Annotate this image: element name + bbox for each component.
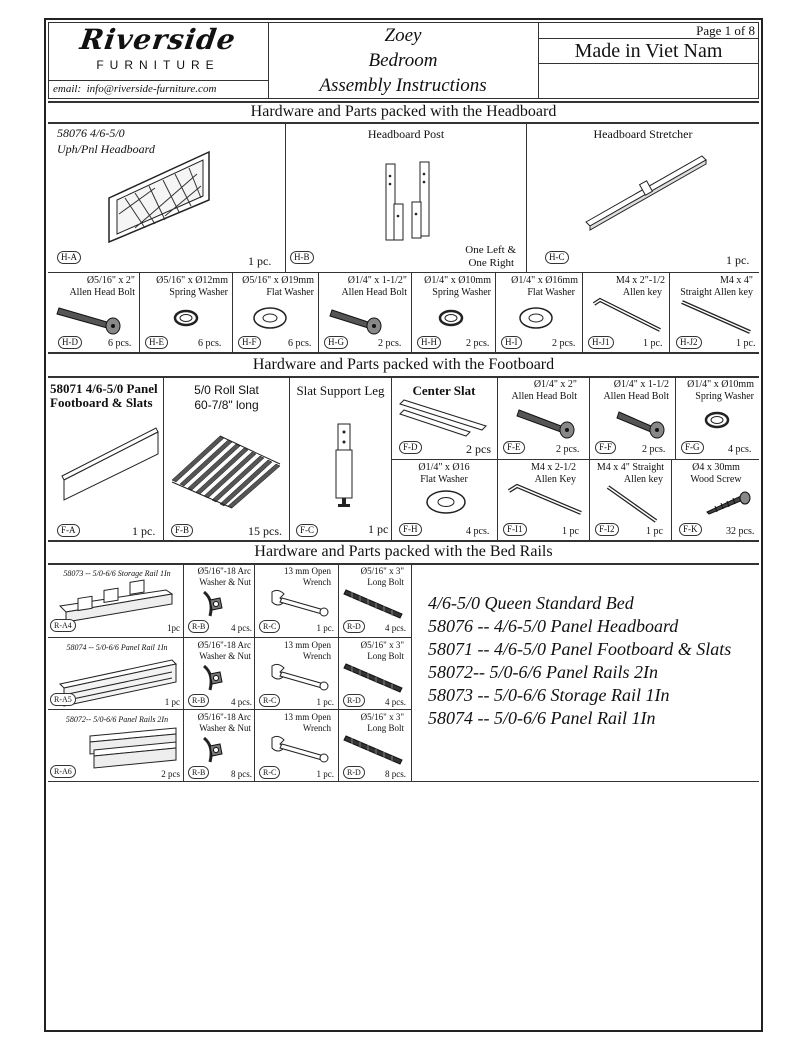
wrench-name: Wrench — [302, 723, 331, 733]
straight-allen-key-illustration — [606, 485, 662, 527]
hw-name: Flat Washer — [420, 474, 468, 485]
email-link[interactable]: info@riverside-furniture.com — [86, 83, 217, 95]
bolt-name: Long Bolt — [367, 577, 404, 587]
allen-key-illustration — [505, 483, 585, 519]
allen-bolt-illustration — [55, 302, 125, 332]
part-code: F-D — [399, 441, 422, 454]
bed-list-line: 58076 -- 4/6-5/0 Panel Headboard — [428, 616, 679, 636]
long-bolt-illustration — [344, 586, 408, 620]
hw-name: Allen Head Bolt — [511, 391, 577, 402]
bolt-code: R-D — [343, 694, 365, 707]
wrench-spec: 13 mm Open — [284, 640, 331, 650]
wrench-spec: 13 mm Open — [284, 566, 331, 576]
wrench-code: R-C — [259, 766, 280, 779]
logo-subtitle: FURNITURE — [96, 58, 220, 72]
hw-name: Flat Washer — [527, 287, 575, 298]
part-code: H-A — [57, 251, 81, 264]
wrench-code: R-C — [259, 694, 280, 707]
rail-code: R-A6 — [50, 765, 76, 778]
bolt-name: Long Bolt — [367, 723, 404, 733]
part-title: Center Slat — [412, 383, 476, 398]
part-qty: 2 pcs — [466, 442, 491, 456]
hw-qty: 6 pcs. — [108, 338, 132, 349]
washer-qty: 8 pcs. — [231, 769, 252, 779]
allen-bolt-illustration — [515, 404, 579, 438]
flat-washer-illustration — [424, 489, 470, 517]
hw-code: H-D — [58, 336, 82, 349]
hw-qty: 2 pcs. — [556, 444, 580, 455]
hw-code: F-I1 — [503, 523, 527, 536]
brand-logo — [50, 24, 266, 72]
hw-code: H-E — [145, 336, 168, 349]
hw-qty: 1 pc. — [736, 338, 756, 349]
flat-washer-illustration — [252, 306, 292, 332]
hw-spec: M4 x 2-1/2 — [531, 462, 576, 473]
straight-allen-key-illustration — [680, 300, 756, 336]
title-line-1: Zoey — [384, 25, 422, 46]
arc-washer-nut-illustration — [200, 664, 226, 694]
hw-qty: 6 pcs. — [288, 338, 312, 349]
support-leg-illustration — [330, 422, 360, 508]
email-line — [53, 83, 267, 96]
hw-spec: Ø5/16" x Ø19mm — [242, 275, 314, 286]
hw-spec: Ø1/4" x Ø10mm — [687, 379, 754, 390]
part-subtitle: 60-7/8" long — [194, 398, 259, 412]
hw-name: Spring Washer — [432, 287, 491, 298]
bed-list-line: 4/6-5/0 Queen Standard Bed — [428, 593, 634, 613]
bed-list-line: 58073 -- 5/0-6/6 Storage Rail 1In — [428, 685, 670, 705]
long-bolt-illustration — [344, 732, 408, 766]
part-qty: 1 pc. — [248, 254, 272, 268]
wrench-code: R-C — [259, 620, 280, 633]
footboard-illustration — [58, 424, 162, 504]
hw-name: Allen Head Bolt — [341, 287, 407, 298]
spring-washer-illustration — [172, 308, 202, 330]
hw-name: Allen Head Bolt — [69, 287, 135, 298]
bolt-qty: 4 pcs. — [385, 697, 406, 707]
hw-code: F-I2 — [595, 523, 619, 536]
part-code: F-B — [171, 524, 193, 537]
hw-qty: 1 pc. — [643, 338, 663, 349]
wrench-spec: 13 mm Open — [284, 712, 331, 722]
headboard-post-illustration — [378, 160, 438, 245]
washer-code: R-B — [188, 766, 209, 779]
hw-code: F-H — [399, 523, 422, 536]
hw-name: Spring Washer — [169, 287, 228, 298]
part-title: 58076 4/6-5/0 — [57, 126, 125, 140]
part-code: H-B — [290, 251, 314, 264]
hw-qty: 2 pcs. — [552, 338, 576, 349]
hw-spec: Ø1/4" x 2" — [533, 379, 577, 390]
origin-label: Made in Viet Nam — [574, 40, 723, 62]
section-heading-rails: Hardware and Parts packed with the Bed Rails — [254, 543, 553, 560]
roll-slat-illustration — [168, 432, 284, 510]
hw-code: F-F — [595, 441, 616, 454]
open-wrench-illustration — [268, 734, 332, 764]
rail-title: 58073 -- 5/0-6/6 Storage Rail 1In — [63, 569, 171, 578]
hw-name: Allen key — [623, 474, 663, 485]
part-title: Headboard Post — [367, 127, 445, 141]
bolt-name: Long Bolt — [367, 651, 404, 661]
hw-qty: 32 pcs. — [726, 526, 755, 537]
hw-spec: Ø1/4" x Ø16mm — [511, 275, 578, 286]
hw-qty: 4 pcs. — [728, 444, 752, 455]
hw-spec: Ø4 x 30mm — [692, 462, 740, 473]
rail-qty: 2 pcs — [161, 769, 180, 779]
section-heading-footboard: Hardware and Parts packed with the Footboard — [252, 356, 555, 373]
wood-screw-illustration — [705, 490, 755, 518]
allen-key-illustration — [590, 298, 664, 334]
hw-qty: 6 pcs. — [198, 338, 222, 349]
bolt-spec: Ø5/16" x 3" — [360, 640, 404, 650]
hw-name: Allen Head Bolt — [603, 391, 669, 402]
hw-name: Straight Allen key — [680, 287, 753, 298]
washer-qty: 4 pcs. — [231, 623, 252, 633]
hw-code: H-F — [238, 336, 261, 349]
section-heading-headboard: Hardware and Parts packed with the Headboard — [250, 103, 557, 120]
arc-washer-nut-illustration — [200, 590, 226, 620]
hw-qty: 4 pcs. — [466, 526, 490, 537]
center-slat-illustration — [398, 398, 490, 438]
part-subtitle: Uph/Pnl Headboard — [57, 142, 155, 156]
washer-name: Washer & Nut — [199, 723, 251, 733]
long-bolt-illustration — [344, 660, 408, 694]
part-qty: 15 pcs. — [248, 524, 282, 538]
washer-spec: Ø5/16"-18 Arc — [197, 640, 251, 650]
part-title: Headboard Stretcher — [593, 127, 693, 141]
bed-model-list — [428, 592, 758, 730]
page-number: Page 1 of 8 — [696, 23, 755, 38]
logo-word: Riverside — [77, 23, 239, 56]
wrench-qty: 1 pc. — [316, 623, 334, 633]
part-title: 58071 4/6-5/0 Panel — [50, 381, 158, 396]
flat-washer-illustration — [518, 306, 558, 332]
headboard-stretcher-illustration — [582, 150, 712, 235]
hw-qty: 2 pcs. — [466, 338, 490, 349]
hw-spec: Ø5/16" x Ø12mm — [156, 275, 228, 286]
spring-washer-illustration — [703, 410, 733, 432]
washer-code: R-B — [188, 694, 209, 707]
bolt-code: R-D — [343, 766, 365, 779]
wrench-qty: 1 pc. — [316, 697, 334, 707]
washer-spec: Ø5/16"-18 Arc — [197, 566, 251, 576]
bolt-qty: 4 pcs. — [385, 623, 406, 633]
hw-spec: Ø1/4" x Ø16 — [418, 462, 470, 473]
hw-spec: Ø1/4" x Ø10mm — [424, 275, 491, 286]
hw-code: H-G — [324, 336, 348, 349]
hw-qty: 1 pc — [646, 526, 663, 537]
part-qty-line-1: One Left & — [465, 244, 516, 256]
rail-qty: 1 pc — [164, 697, 180, 707]
open-wrench-illustration — [268, 588, 332, 618]
hw-name: Flat Washer — [266, 287, 314, 298]
hw-code: F-G — [681, 441, 704, 454]
hw-name: Spring Washer — [695, 391, 754, 402]
wrench-name: Wrench — [302, 651, 331, 661]
part-qty: 1 pc. — [132, 524, 156, 538]
title-line-3: Assembly Instructions — [319, 75, 487, 96]
wrench-qty: 1 pc. — [316, 769, 334, 779]
arc-washer-nut-illustration — [200, 736, 226, 766]
hw-code: H-J1 — [588, 336, 614, 349]
hw-spec: M4 x 2"-1/2 — [615, 275, 665, 286]
hw-code: H-H — [417, 336, 441, 349]
spring-washer-illustration — [437, 308, 467, 330]
part-subtitle: Footboard & Slats — [50, 395, 153, 410]
hw-qty: 2 pcs. — [378, 338, 402, 349]
allen-bolt-short-illustration — [328, 304, 388, 334]
wrench-name: Wrench — [302, 577, 331, 587]
hw-name: Allen Key — [534, 474, 576, 485]
document-title — [269, 23, 537, 98]
hw-name: Wood Screw — [690, 474, 742, 485]
hw-code: H-I — [501, 336, 522, 349]
bolt-spec: Ø5/16" x 3" — [360, 712, 404, 722]
hw-spec: M4 x 4" Straight — [596, 462, 664, 473]
open-wrench-illustration — [268, 662, 332, 692]
bed-list-line: 58071 -- 4/6-5/0 Panel Footboard & Slats — [428, 639, 732, 659]
part-code: F-A — [57, 524, 80, 537]
rail-code: R-A4 — [50, 619, 76, 632]
rail-qty: 1pc — [167, 623, 180, 633]
title-line-2: Bedroom — [368, 50, 438, 71]
bolt-qty: 8 pcs. — [385, 769, 406, 779]
hw-qty: 2 pcs. — [642, 444, 666, 455]
bolt-code: R-D — [343, 620, 365, 633]
part-qty: 1 pc. — [726, 253, 750, 267]
hw-spec: Ø1/4" x 1-1/2 — [613, 379, 669, 390]
washer-name: Washer & Nut — [199, 651, 251, 661]
part-title: Slat Support Leg — [296, 383, 385, 398]
part-qty-line-2: One Right — [468, 257, 514, 269]
washer-qty: 4 pcs. — [231, 697, 252, 707]
part-title: 5/0 Roll Slat — [194, 383, 259, 397]
hw-spec: M4 x 4" — [720, 275, 753, 286]
bed-list-line: 58074 -- 5/0-6/6 Panel Rail 1In — [428, 708, 656, 728]
email-label: email: — [53, 83, 82, 95]
hw-code: F-K — [679, 523, 702, 536]
bed-list-line: 58072-- 5/0-6/6 Panel Rails 2In — [428, 662, 658, 682]
rail-title: 58072-- 5/0-6/6 Panel Rails 2In — [65, 715, 169, 724]
part-code: F-C — [296, 524, 318, 537]
rail-code: R-A5 — [50, 693, 76, 706]
washer-spec: Ø5/16"-18 Arc — [197, 712, 251, 722]
hw-code: H-J2 — [676, 336, 702, 349]
part-qty: 1 pc — [368, 522, 389, 536]
hw-spec: Ø5/16" x 2" — [86, 275, 135, 286]
bolt-spec: Ø5/16" x 3" — [360, 566, 404, 576]
rail-title: 58074 -- 5/0-6/6 Panel Rail 1In — [66, 643, 168, 652]
hw-qty: 1 pc — [562, 526, 579, 537]
hw-code: F-E — [503, 441, 525, 454]
washer-code: R-B — [188, 620, 209, 633]
hw-name: Allen key — [622, 287, 662, 298]
part-code: H-C — [545, 251, 569, 264]
headboard-illustration — [105, 148, 215, 243]
washer-name: Washer & Nut — [199, 577, 251, 587]
hw-spec: Ø1/4" x 1-1/2" — [347, 275, 407, 286]
allen-bolt-short-illustration — [615, 406, 667, 438]
